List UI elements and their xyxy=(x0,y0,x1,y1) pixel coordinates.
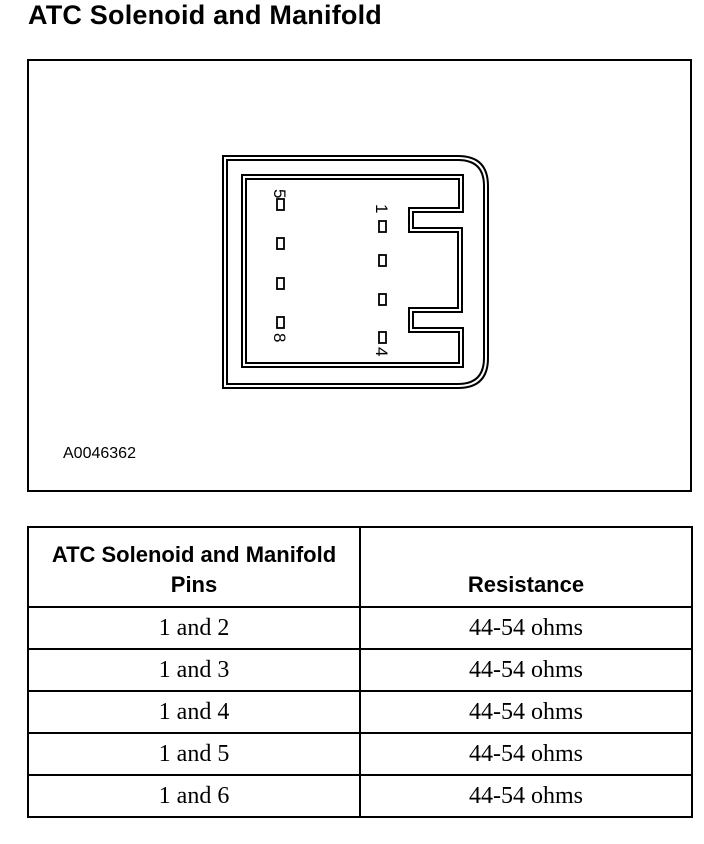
connector-figure xyxy=(27,59,692,492)
pin-label-1: 1 xyxy=(372,204,391,214)
pins-cell: 1 and 3 xyxy=(28,649,360,691)
pin-label-4: 4 xyxy=(372,347,391,357)
pin-label-8: 8 xyxy=(270,333,289,343)
connector-outer-outline xyxy=(223,156,488,388)
figure-id: A0046362 xyxy=(63,445,136,462)
table-row xyxy=(28,649,692,691)
header-pins: ATC Solenoid and Manifold Pins xyxy=(28,527,360,607)
table-row xyxy=(28,607,692,649)
resistance-cell: 44-54 ohms xyxy=(360,775,692,817)
resistance-cell: 44-54 ohms xyxy=(360,649,692,691)
header-resistance: Resistance xyxy=(360,527,692,607)
table-row xyxy=(28,733,692,775)
pins-cell: 1 and 4 xyxy=(28,691,360,733)
pin-label-5: 5 xyxy=(270,189,289,199)
pin-2 xyxy=(379,255,386,266)
resistance-cell: 44-54 ohms xyxy=(360,691,692,733)
pin-1 xyxy=(379,221,386,232)
page-title: ATC Solenoid and Manifold xyxy=(28,0,382,30)
pin-6 xyxy=(277,238,284,249)
pins-cell: 1 and 6 xyxy=(28,775,360,817)
resistance-cell: 44-54 ohms xyxy=(360,733,692,775)
pins-cell: 1 and 2 xyxy=(28,607,360,649)
pin-8 xyxy=(277,317,284,328)
pins-cell: 1 and 5 xyxy=(28,733,360,775)
pin-7 xyxy=(277,278,284,289)
connector-diagram xyxy=(29,61,694,494)
table-header-row xyxy=(28,527,692,607)
pin-4 xyxy=(379,332,386,343)
resistance-table xyxy=(27,526,693,818)
table-row xyxy=(28,775,692,817)
pin-3 xyxy=(379,294,386,305)
resistance-cell: 44-54 ohms xyxy=(360,607,692,649)
connector-outer-outline-inner xyxy=(227,160,484,384)
table-row xyxy=(28,691,692,733)
pin-5 xyxy=(277,199,284,210)
